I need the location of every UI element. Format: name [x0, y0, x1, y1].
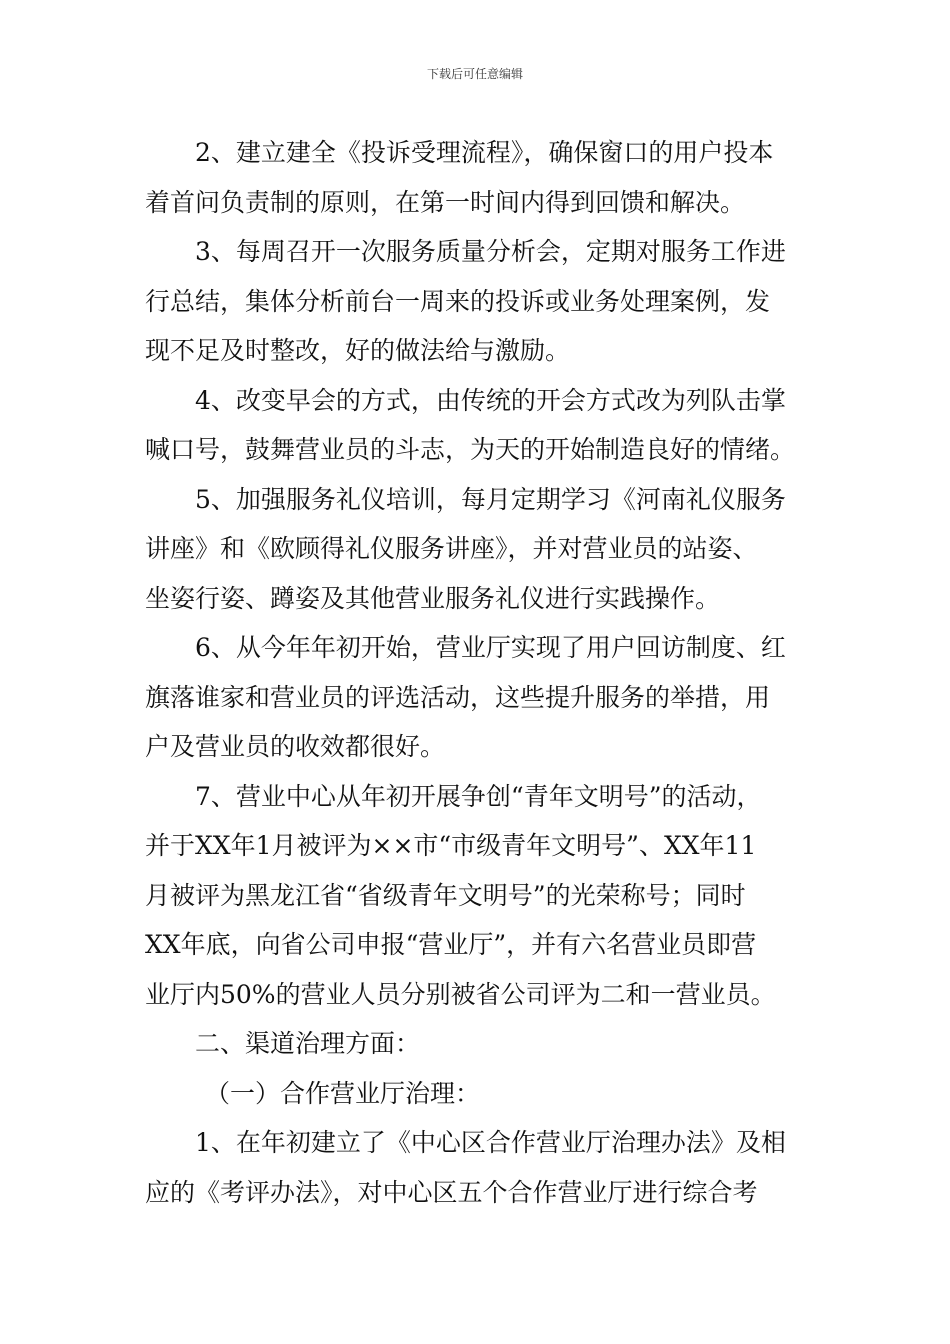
line-text: 1、在年初建立了《中心区合作营业厅治理办法》及相 [195, 1128, 786, 1157]
text-line [145, 178, 807, 228]
line-text: 月被评为黑龙江省“省级青年文明号”的光荣称号；同时 [145, 880, 746, 910]
line-text: 应的《考评办法》，对中心区五个合作营业厅进行综合考 [145, 1177, 758, 1207]
text-line [145, 673, 807, 723]
text-line [145, 871, 807, 921]
text-line [145, 376, 807, 426]
text-line [145, 277, 807, 327]
text-line [145, 326, 807, 376]
line-text: 喊口号，鼓舞营业员的斗志，为天的开始制造良好的情绪。 [145, 435, 796, 464]
text-line [145, 623, 807, 673]
subsection-heading [145, 1069, 807, 1119]
text-line [145, 920, 807, 970]
line-text: 着首问负责制的原则，在第一时间内得到回馈和解决。 [145, 187, 746, 217]
document-body [145, 128, 807, 1217]
text-line [145, 1168, 807, 1218]
line-text: 二、渠道治理方面： [195, 1029, 421, 1058]
text-line [145, 970, 807, 1020]
line-text: 讲座》和《欧顾得礼仪服务讲座》，并对营业员的站姿、 [145, 534, 758, 563]
section-heading [145, 1019, 807, 1069]
text-line [145, 227, 807, 277]
line-text: （一）合作营业厅治理： [205, 1078, 481, 1108]
text-line [145, 722, 807, 772]
line-text: 并于XX年1月被评为××市“市级青年文明号”、XX年11 [145, 831, 757, 860]
line-text: 2、建立建全《投诉受理流程》，确保窗口的用户投本 [195, 138, 774, 167]
text-line [145, 574, 807, 624]
line-text: 5、加强服务礼仪培训，每月定期学习《河南礼仪服务 [195, 484, 786, 514]
line-text: 3、每周召开一次服务质量分析会，定期对服务工作进 [195, 237, 786, 266]
line-text: 坐姿行姿、蹲姿及其他营业服务礼仪进行实践操作。 [145, 583, 721, 613]
line-text: 业厅内50%的营业人员分别被省公司评为二和一营业员。 [145, 979, 776, 1009]
text-line [145, 772, 807, 822]
line-text: 旗落谁家和营业员的评选活动，这些提升服务的举措，用 [145, 682, 771, 712]
text-line [145, 1118, 807, 1168]
line-text: XX年底，向省公司申报“营业厅”，并有六名营业员即营 [145, 930, 757, 959]
line-text: 4、改变早会的方式，由传统的开会方式改为列队击掌 [195, 385, 786, 415]
line-text: 现不足及时整改，好的做法给与激励。 [145, 336, 571, 365]
page-header: 下载后可任意编辑 [426, 67, 523, 81]
line-text: 户及营业员的收效都很好。 [145, 732, 446, 761]
text-line [145, 524, 807, 574]
text-line [145, 821, 807, 871]
text-line [145, 425, 807, 475]
line-text: 行总结，集体分析前台一周来的投诉或业务处理案例，发 [145, 286, 771, 316]
line-text: 7、营业中心从年初开展争创“青年文明号”的活动， [195, 781, 762, 811]
text-line [145, 128, 807, 178]
line-text: 6、从今年年初开始，营业厅实现了用户回访制度、红 [195, 633, 786, 662]
text-line [145, 475, 807, 525]
